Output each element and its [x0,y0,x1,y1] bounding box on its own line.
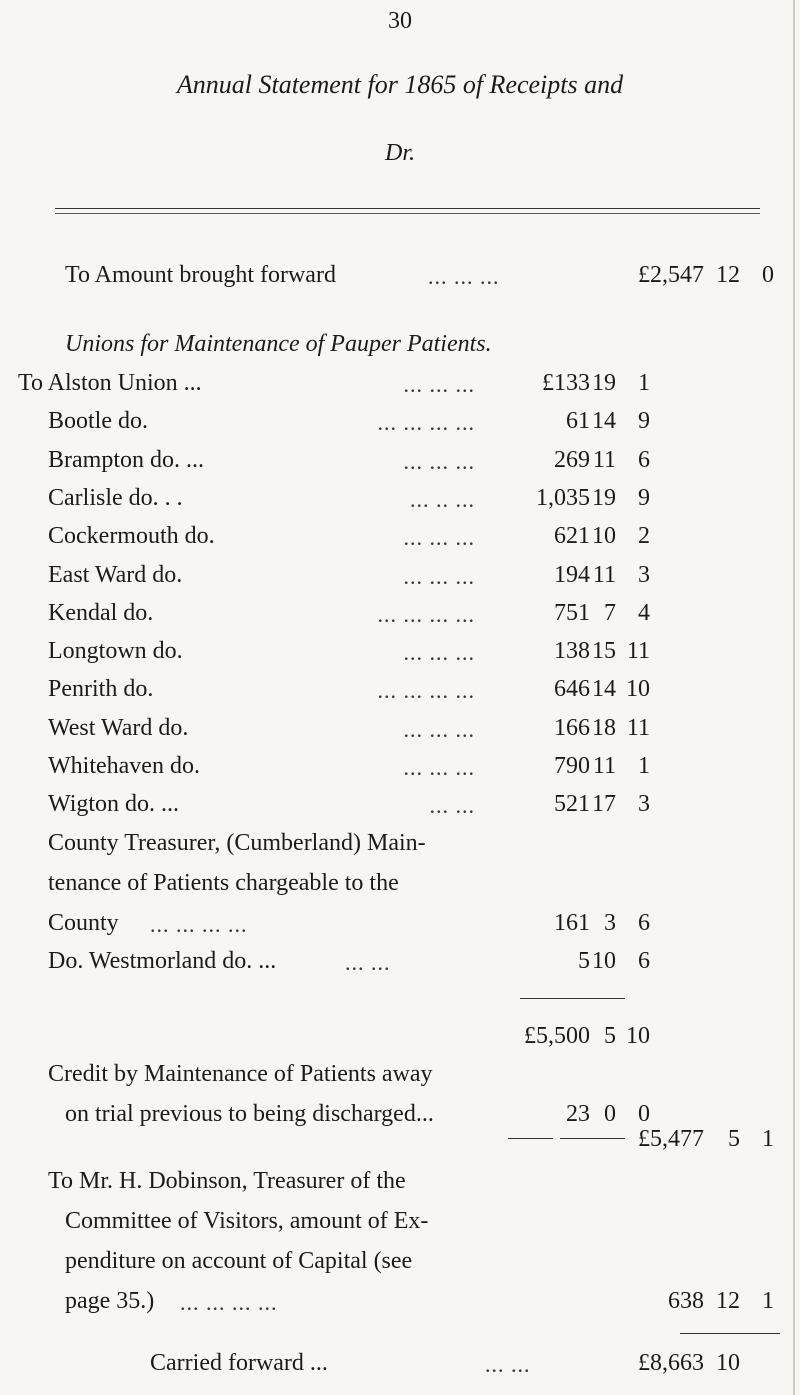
amount-pounds: 23 [566,1101,590,1127]
union-dots: ... ... ... ... [377,410,475,435]
credit-line1: Credit by Maintenance of Patients away [48,1061,433,1087]
section-heading: Unions for Maintenance of Pauper Patients. [65,331,492,357]
union-dots: ... ... [429,793,475,818]
union-amount [480,485,650,515]
union-amount [480,447,650,477]
union-dots: ... ... ... [403,525,475,550]
debit-label: Dr. [384,140,415,166]
amount-pence: 6 [638,910,650,936]
dobinson-line2: Committee of Visitors, amount of Ex- [65,1208,429,1234]
amount-pence: 0 [762,262,774,288]
union-dots: ... ... ... [403,755,475,780]
carried-forward-dots: ... ... [485,1352,531,1377]
amount-pence: 6 [638,948,650,974]
credit-line2: on trial previous to being discharged... [65,1101,434,1127]
amount-pounds: 638 [668,1288,704,1314]
amount-pounds: 521 [554,791,590,817]
union-label: Whitehaven do. [48,753,200,779]
dobinson-amount [620,1288,790,1318]
amount-pence: 1 [638,370,650,396]
union-amount [480,791,650,821]
union-dots: ... ... ... [403,717,475,742]
dobinson-line1: To Mr. H. Dobinson, Treasurer of the [48,1168,406,1194]
credit-amount [480,1101,650,1131]
amount-pounds: £133 [542,370,590,396]
amount-pence: 2 [638,523,650,549]
amount-shillings: 12 [716,262,740,288]
amount-pence: 1 [762,1126,774,1152]
carried-forward-rule [680,1333,780,1334]
header-rule-bottom [55,213,760,214]
page-edge-shadow [793,0,795,1395]
amount-pounds: 751 [554,600,590,626]
amount-pence: 1 [638,753,650,779]
union-label: Longtown do. [48,638,183,664]
county-treasurer-amount [480,910,650,940]
union-amount [480,523,650,553]
amount-shillings: 19 [592,370,616,396]
county-treasurer-line3: County [48,910,119,936]
header-rule-top [55,208,760,209]
amount-shillings: 3 [604,910,616,936]
amount-shillings: 11 [592,447,616,473]
net-unions-amount [620,1126,790,1156]
amount-pounds: 138 [554,638,590,664]
union-label: Wigton do. ... [48,791,180,817]
amount-pounds: £5,500 [524,1023,590,1049]
union-dots: ... ... ... [403,372,475,397]
amount-pounds: 269 [554,447,590,473]
union-dots: ... ... ... ... [377,602,475,627]
amount-pounds: 161 [554,910,590,936]
westmorland-dots: ... ... [345,950,391,975]
net-rule-right [560,1138,625,1139]
union-label: Cockermouth do. [48,523,215,549]
amount-shillings: 5 [728,1126,740,1152]
westmorland-label: Do. Westmorland do. ... [48,948,277,974]
amount-shillings: 12 [716,1288,740,1314]
amount-shillings: 19 [592,485,616,511]
amount-shillings: 0 [604,1101,616,1127]
union-amount [480,676,650,706]
amount-shillings: 18 [592,715,616,741]
amount-shillings: 7 [604,600,616,626]
amount-pence: 11 [626,715,650,741]
union-amount [480,600,650,630]
union-dots: ... ... ... [403,564,475,589]
amount-pence: 0 [638,1101,650,1127]
amount-pounds: £5,477 [638,1126,704,1152]
amount-shillings: 11 [592,562,616,588]
amount-pence: 3 [638,562,650,588]
amount-shillings: 10 [716,1350,740,1376]
union-amount [480,562,650,592]
net-rule-left [508,1138,553,1139]
union-label: West Ward do. [48,715,189,741]
carried-forward-amount [620,1350,790,1380]
county-treasurer-line1: County Treasurer, (Cumberland) Main- [48,830,426,856]
amount-pounds: 166 [554,715,590,741]
union-label: Bootle do. [48,408,148,434]
amount-pounds: 621 [554,523,590,549]
dobinson-line3: penditure on account of Capital (see [65,1248,413,1274]
union-amount [480,638,650,668]
dobinson-line4: page 35.) [65,1288,155,1314]
amount-shillings: 5 [604,1023,616,1049]
page-number: 30 [388,8,412,34]
brought-forward-label: To Amount brought forward [65,262,336,288]
amount-pence: 9 [638,485,650,511]
union-amount [480,715,650,745]
amount-pence: 10 [626,676,650,702]
union-dots: ... ... ... [403,449,475,474]
amount-shillings: 15 [592,638,616,664]
brought-forward-dots: ... ... ... [428,264,500,289]
amount-shillings: 10 [592,523,616,549]
amount-pounds: 5 [578,948,590,974]
union-label: Penrith do. [48,676,154,702]
brought-forward-amount [620,262,790,292]
amount-pence: 11 [626,638,650,664]
subtotal-amount [480,1023,650,1053]
union-dots: ... ... ... ... [377,678,475,703]
dobinson-dots: ... ... ... ... [180,1290,278,1315]
union-label: Carlisle do. . . [48,485,183,511]
amount-pounds: 1,035 [536,485,590,511]
union-label: To Alston Union ... [18,370,202,396]
amount-pounds: £8,663 [638,1350,704,1376]
amount-pence: 10 [626,1023,650,1049]
amount-shillings: 14 [592,676,616,702]
union-amount [480,370,650,400]
union-label: East Ward do. [48,562,183,588]
westmorland-amount [480,948,650,978]
amount-shillings: 14 [592,408,616,434]
amount-shillings: 11 [592,753,616,779]
amount-pence: 9 [638,408,650,434]
union-label: Kendal do. [48,600,154,626]
union-dots: ... ... ... [403,640,475,665]
amount-shillings: 17 [592,791,616,817]
amount-pounds: 61 [566,408,590,434]
union-label: Brampton do. ... [48,447,204,473]
amount-pence: 1 [762,1288,774,1314]
union-amount [480,408,650,438]
statement-title: Annual Statement for 1865 of Receipts and [176,70,624,99]
county-treasurer-dots: ... ... ... ... [150,912,248,937]
carried-forward-label: Carried forward ... [150,1350,328,1376]
county-treasurer-line2: tenance of Patients chargeable to the [48,870,399,896]
amount-pence: 4 [638,600,650,626]
amount-pence: 3 [638,791,650,817]
amount-pounds: 646 [554,676,590,702]
amount-pounds: 790 [554,753,590,779]
subtotal-rule [520,998,625,999]
amount-pounds: 194 [554,562,590,588]
amount-shillings: 10 [592,948,616,974]
amount-pounds: £2,547 [638,262,704,288]
union-amount [480,753,650,783]
union-dots: ... .. ... [410,487,475,512]
amount-pence: 6 [638,447,650,473]
